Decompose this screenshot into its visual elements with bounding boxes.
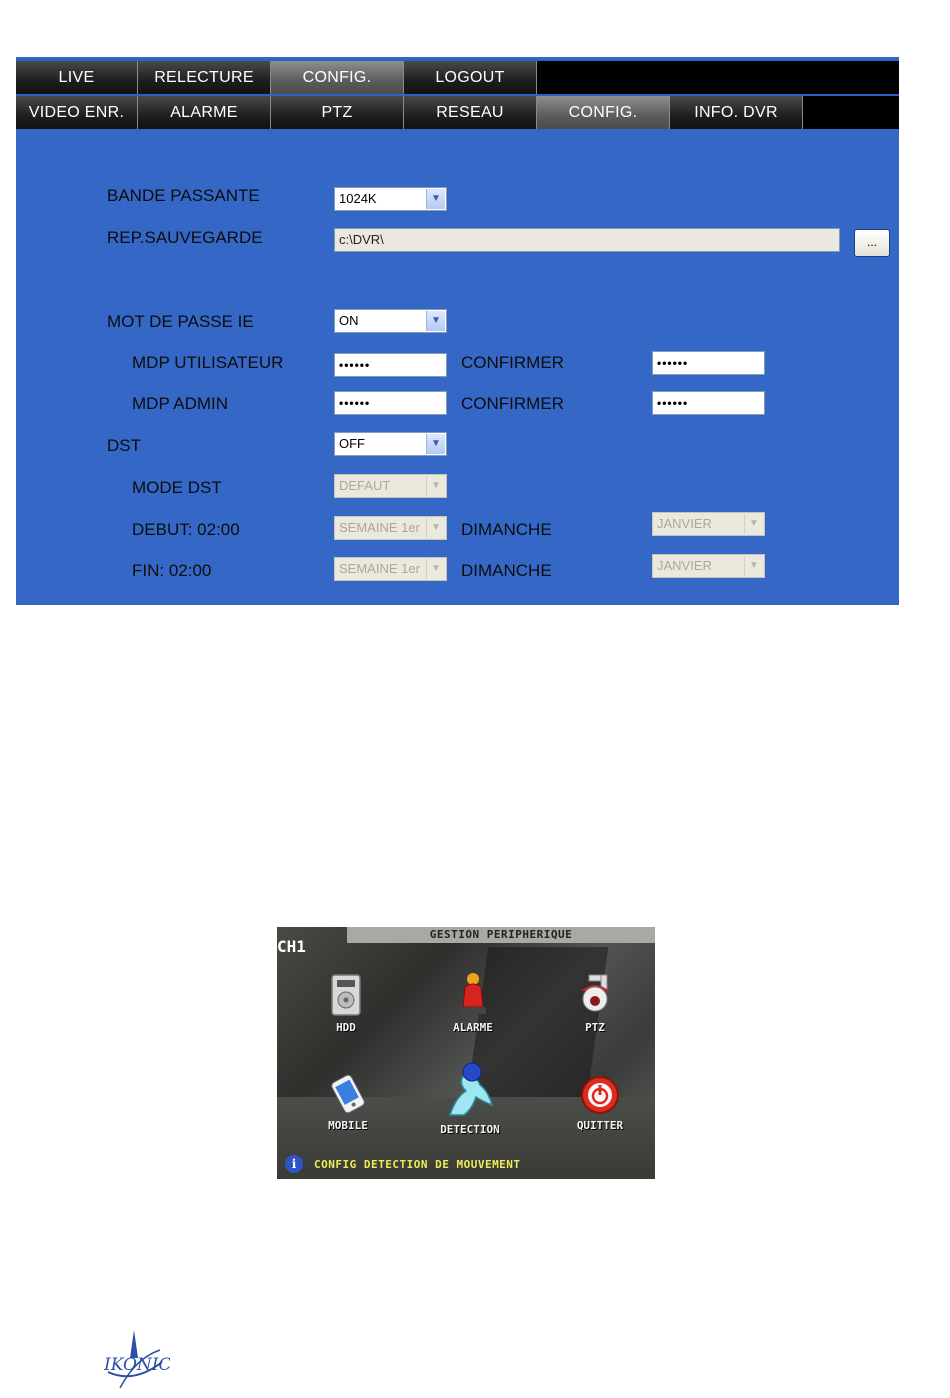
admin-password-field[interactable]: •••••• bbox=[334, 391, 447, 415]
ikonic-logo bbox=[100, 1328, 170, 1392]
dvr-item-label: DETECTION bbox=[440, 1123, 500, 1136]
dst-label: DST bbox=[107, 436, 141, 455]
alarm-icon bbox=[456, 971, 490, 1017]
dst-value: OFF bbox=[339, 436, 365, 451]
user-password-label: MDP UTILISATEUR bbox=[132, 353, 284, 372]
ie-password-select[interactable] bbox=[334, 309, 447, 333]
tab-logout[interactable]: LOGOUT bbox=[404, 61, 537, 94]
dst-end-month-value: JANVIER bbox=[657, 558, 712, 573]
dvr-item-label: MOBILE bbox=[328, 1119, 368, 1132]
ie-password-value: ON bbox=[339, 313, 359, 328]
dvr-menu-title: GESTION PERIPHERIQUE bbox=[347, 927, 655, 943]
tab-config[interactable]: CONFIG. bbox=[271, 61, 404, 94]
tab-live[interactable]: LIVE bbox=[16, 61, 138, 94]
dvr-item-mobile[interactable] bbox=[293, 1073, 403, 1132]
sub-nav-filler bbox=[803, 96, 899, 129]
bandwidth-select[interactable] bbox=[334, 187, 447, 211]
dvr-item-hdd[interactable] bbox=[291, 973, 401, 1034]
tab-alarme[interactable]: ALARME bbox=[138, 96, 271, 129]
user-confirm-label: CONFIRMER bbox=[461, 353, 564, 372]
dst-mode-select[interactable] bbox=[334, 474, 447, 498]
chevron-down-icon: ▼ bbox=[426, 559, 445, 579]
tab-video-enr[interactable]: VIDEO ENR. bbox=[16, 96, 138, 129]
dvr-item-ptz[interactable] bbox=[540, 973, 650, 1034]
dst-start-month-select[interactable] bbox=[652, 512, 765, 536]
dvr-status-bar bbox=[285, 1153, 521, 1175]
dvr-item-quitter[interactable] bbox=[545, 1075, 655, 1132]
dvr-item-detection[interactable] bbox=[415, 1061, 525, 1136]
dvr-item-alarme[interactable] bbox=[418, 971, 528, 1034]
bandwidth-label: BANDE PASSANTE bbox=[107, 186, 260, 205]
dst-end-label: FIN: 02:00 bbox=[132, 561, 212, 580]
backup-dir-label: REP.SAUVEGARDE bbox=[107, 228, 263, 247]
dst-start-label: DEBUT: 02:00 bbox=[132, 520, 240, 539]
detection-icon bbox=[442, 1061, 498, 1119]
dst-end-week-select[interactable] bbox=[334, 557, 447, 581]
sub-nav bbox=[16, 94, 899, 129]
dvr-item-label: ALARME bbox=[453, 1021, 493, 1034]
chevron-down-icon: ▼ bbox=[744, 556, 763, 576]
chevron-down-icon: ▼ bbox=[426, 434, 445, 454]
ptz-camera-icon bbox=[575, 973, 615, 1017]
hdd-icon bbox=[329, 973, 363, 1017]
backup-dir-field[interactable]: c:\DVR\ bbox=[334, 228, 840, 252]
dst-start-week-select[interactable] bbox=[334, 516, 447, 540]
chevron-down-icon: ▼ bbox=[744, 514, 763, 534]
info-icon: i bbox=[285, 1155, 303, 1173]
chevron-down-icon: ▼ bbox=[426, 518, 445, 538]
dvr-item-label: PTZ bbox=[585, 1021, 605, 1034]
dvr-item-label: HDD bbox=[336, 1021, 356, 1034]
dst-start-day-label: DIMANCHE bbox=[461, 520, 552, 539]
dst-mode-label: MODE DST bbox=[132, 478, 222, 497]
chevron-down-icon: ▼ bbox=[426, 189, 445, 209]
dst-end-day-label: DIMANCHE bbox=[461, 561, 552, 580]
browse-button[interactable]: ... bbox=[854, 229, 890, 257]
mobile-icon bbox=[325, 1073, 371, 1115]
dst-end-week-value: SEMAINE 1er bbox=[339, 561, 420, 576]
dvr-item-label: QUITTER bbox=[576, 1119, 624, 1132]
user-confirm-field[interactable]: •••••• bbox=[652, 351, 765, 375]
tab-info-dvr[interactable]: INFO. DVR bbox=[670, 96, 803, 129]
admin-password-label: MDP ADMIN bbox=[132, 394, 229, 413]
dvr-device-menu bbox=[277, 927, 655, 1179]
dst-select[interactable] bbox=[334, 432, 447, 456]
dst-end-month-select[interactable] bbox=[652, 554, 765, 578]
dst-start-week-value: SEMAINE 1er bbox=[339, 520, 420, 535]
bandwidth-value: 1024K bbox=[339, 191, 377, 206]
power-icon bbox=[579, 1075, 621, 1115]
tab-relecture[interactable]: RELECTURE bbox=[138, 61, 271, 94]
svg-text:IKONIC: IKONIC bbox=[104, 1355, 170, 1375]
tab-config-sub[interactable]: CONFIG. bbox=[537, 96, 670, 129]
dst-mode-value: DEFAUT bbox=[339, 478, 391, 493]
dvr-status-text: CONFIG DETECTION DE MOUVEMENT bbox=[314, 1157, 521, 1171]
channel-label: CH1 bbox=[277, 937, 306, 956]
config-panel bbox=[16, 57, 899, 605]
user-password-field[interactable]: •••••• bbox=[334, 353, 447, 377]
chevron-down-icon: ▼ bbox=[426, 476, 445, 496]
chevron-down-icon: ▼ bbox=[426, 311, 445, 331]
nav-filler bbox=[537, 61, 899, 94]
ie-password-label: MOT DE PASSE IE bbox=[107, 312, 254, 331]
admin-confirm-label: CONFIRMER bbox=[461, 394, 564, 413]
tab-ptz[interactable]: PTZ bbox=[271, 96, 404, 129]
main-nav bbox=[16, 59, 899, 94]
dst-start-month-value: JANVIER bbox=[657, 516, 712, 531]
admin-confirm-field[interactable]: •••••• bbox=[652, 391, 765, 415]
tab-reseau[interactable]: RESEAU bbox=[404, 96, 537, 129]
ikonic-logo-mark bbox=[100, 1328, 170, 1392]
